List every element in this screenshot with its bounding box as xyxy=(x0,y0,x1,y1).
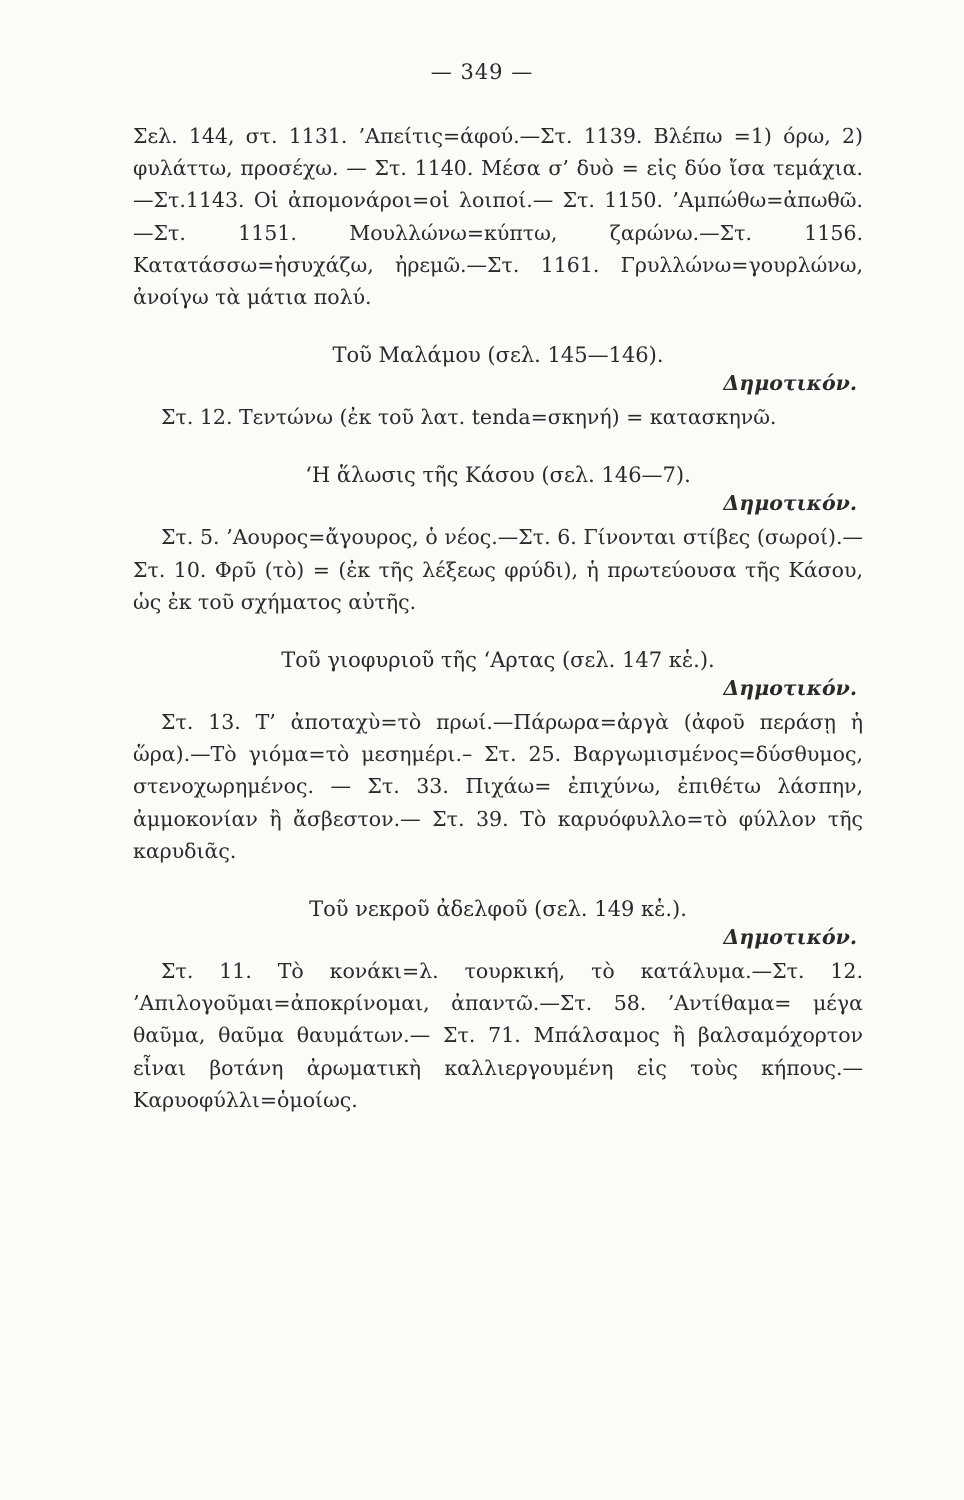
section-label: Δημοτικόν. xyxy=(723,371,857,396)
page-body xyxy=(133,120,863,1116)
paragraph: Στ. 11. Τὸ κονάκι=λ. τουρκική, τὸ κατάλυμα.—Στ. 12. ’Απιλογοῦμαι=ἀποκρίνομαι, ἀπαντῶ.—Στ. 58. ’Αντίθαμα= μέγα θαῦμα, θαῦμα θαυμάτων.— Στ. 71. Μπάλσαμος ἢ βαλσαμόχορτον εἶναι βοτάνη ἀρωματικὴ καλλιεργουμένη εἰς τοὺς κήπους.—Καρυοφύλλι=ὁμοίως. xyxy=(133,959,863,1112)
section-title: Τοῦ γιοφυριοῦ τῆς ‘Αρτας (σελ. 147 κἑ.). xyxy=(281,648,715,673)
section-label: Δημοτικόν. xyxy=(723,925,857,950)
section-title: ‘Η ἅλωσις τῆς Κάσου (σελ. 146—7). xyxy=(305,463,691,488)
paragraph: Στ. 12. Τεντώνω (ἐκ τοῦ λατ. tenda=σκηνή) = κατασκηνῶ. xyxy=(161,405,777,430)
section-label: Δημοτικόν. xyxy=(723,491,857,516)
page-number: — 349 — xyxy=(430,60,534,84)
paragraph: Σελ. 144, στ. 1131. ’Απείτις=άφού.—Στ. 1139. Βλέπω =1) όρω, 2) φυλάττω, προσέχω. — Στ. 1140. Μέσα σ’ δυὸ = εἰς δύο ἴσα τεμάχια.—Στ.1143. Οἱ ἀπομονάροι=οἱ λοιποί.— Στ. 1150. ’Αμπώθω=ἀπωθῶ.—Στ. 1151. Μουλλώνω=κύπτω, ζαρώνω.—Στ. 1156. Κατατάσσω=ἡσυχάζω, ἠρεμῶ.—Στ. 1161. Γρυλλώνω=γουρλώνω, ἀνοίγω τὰ μάτια πολύ. xyxy=(133,124,863,310)
section-title: Τοῦ νεκροῦ ἀδελφοῦ (σελ. 149 κἑ.). xyxy=(309,897,687,922)
paragraph: Στ. 5. ’Αουρος=ἄγουρος, ὁ νέος.—Στ. 6. Γίνονται στίβες (σωροί).—Στ. 10. Φρῦ (τὸ) = (ἐκ τῆς λέξεως φρύδι), ἡ πρωτεύουσα τῆς Κάσου, ὡς ἐκ τοῦ σχήματος αὐτῆς. xyxy=(133,525,863,614)
section-title: Τοῦ Μαλάμου (σελ. 145—146). xyxy=(332,343,664,368)
paragraph: Στ. 13. Τ’ ἀποταχὺ=τὸ πρωί.—Πάρωρα=ἀργὰ (ἀφοῦ περάσῃ ἡ ὥρα).—Τὸ γιόμα=τὸ μεσημέρι.– Στ. 25. Βαργωμισμένος=δύσθυμος, στενοχωρημένος. — Στ. 33. Πιχάω= ἐπιχύνω, ἐπιθέτω λάσπην, ἀμμοκονίαν ἢ ἄσβεστον.— Στ. 39. Τὸ καρυόφυλλο=τὸ φύλλον τῆς καρυδιᾶς. xyxy=(133,710,863,863)
section-label: Δημοτικόν. xyxy=(723,676,857,701)
